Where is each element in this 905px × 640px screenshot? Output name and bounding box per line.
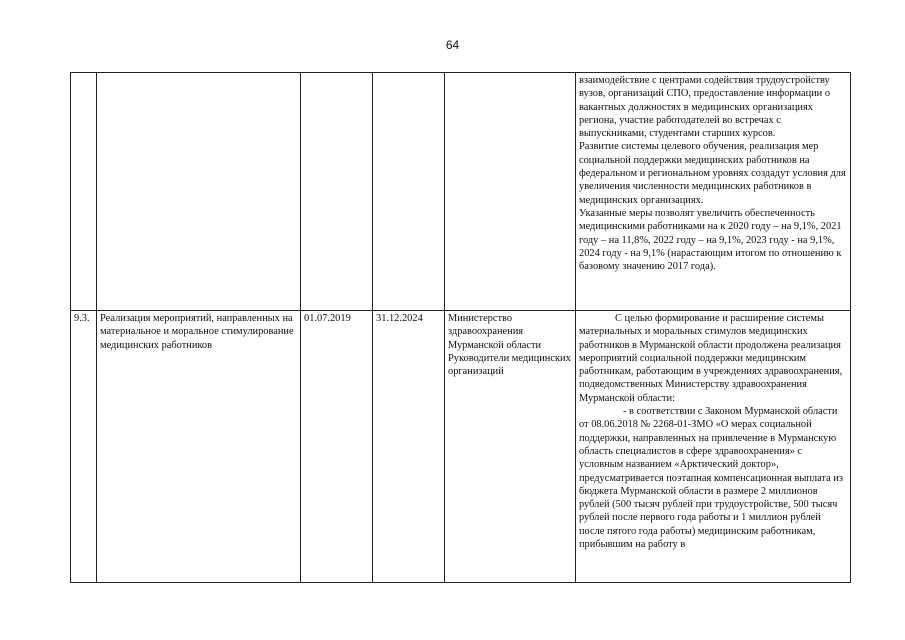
result-paragraph: взаимодействие с центрами содействия трудоустройству вузов, организаций СПО, предоставление информации о вакантных должностях в медицинских организациях региона, участие работодателей во встречах с выпускниками, студентами старших курсов.: [579, 75, 831, 140]
cell-executor: [445, 73, 576, 311]
page-number: 64: [445, 38, 460, 52]
measures-table: [70, 72, 851, 583]
cell-end-date: 31.12.2024: [373, 311, 445, 583]
result-paragraph: Указанные меры позволят увеличить обеспеченность медицинскими работниками на к 2020 году – на 9,1%, 2021 году – на 11,8%, 2022 году – на 9,1%, 2023 году - на 9,1%, 2024 году - на 9,1% (нарастающим итогом по отношению к базовому значению 2017 года).: [579, 207, 842, 273]
cell-measure-name: [97, 73, 301, 311]
cell-start-date: [301, 73, 373, 311]
cell-measure-name: Реализация мероприятий, направленных на материальное и моральное стимулирование медицинских работников: [97, 311, 301, 583]
cell-result: [576, 73, 851, 311]
cell-executor: [445, 311, 576, 583]
result-paragraph: С целью формирование и расширение системы материальных и моральных стимулов медицинских работников в Мурманской области продолжена реализация мероприятий социальной поддержки медицинским работникам, работающим в учреждениях здравоохранения, подведомственных Министерству здравоохранения Мурманской области:: [579, 313, 843, 404]
cell-number: 9.3.: [71, 311, 97, 583]
result-paragraph: - в соответствии с Законом Мурманской области от 08.06.2018 № 2268-01-ЗМО «О мерах социальной поддержки, направленных на привлечение в Мурманскую область специалистов в сфере здравоохранения» с условным названием «Арктический доктор», предусматривается поэтапная компенсационная выплата из бюджета Мурманской области в размере 2 миллионов рублей (500 тысяч рублей при трудоустройстве, 500 тысяч рублей после первого года работы и 1 миллион рублей после пятого года работы) медицинским работникам, прибывшим на работу в: [579, 406, 843, 551]
cell-number: [71, 73, 97, 311]
cell-end-date: [373, 73, 445, 311]
table-row: [71, 311, 851, 583]
cell-start-date: 01.07.2019: [301, 311, 373, 583]
cell-result: [576, 311, 851, 583]
executor-text: Министерство здравоохранения Мурманской области Руководители медицинских организаций: [448, 313, 571, 378]
table-row: [71, 73, 851, 311]
result-paragraph: Развитие системы целевого обучения, реализация мер социальной поддержки медицинских работников на федеральном и региональном уровнях создадут условия для увеличения численности медицинских работников в медицинских организациях.: [579, 141, 846, 206]
